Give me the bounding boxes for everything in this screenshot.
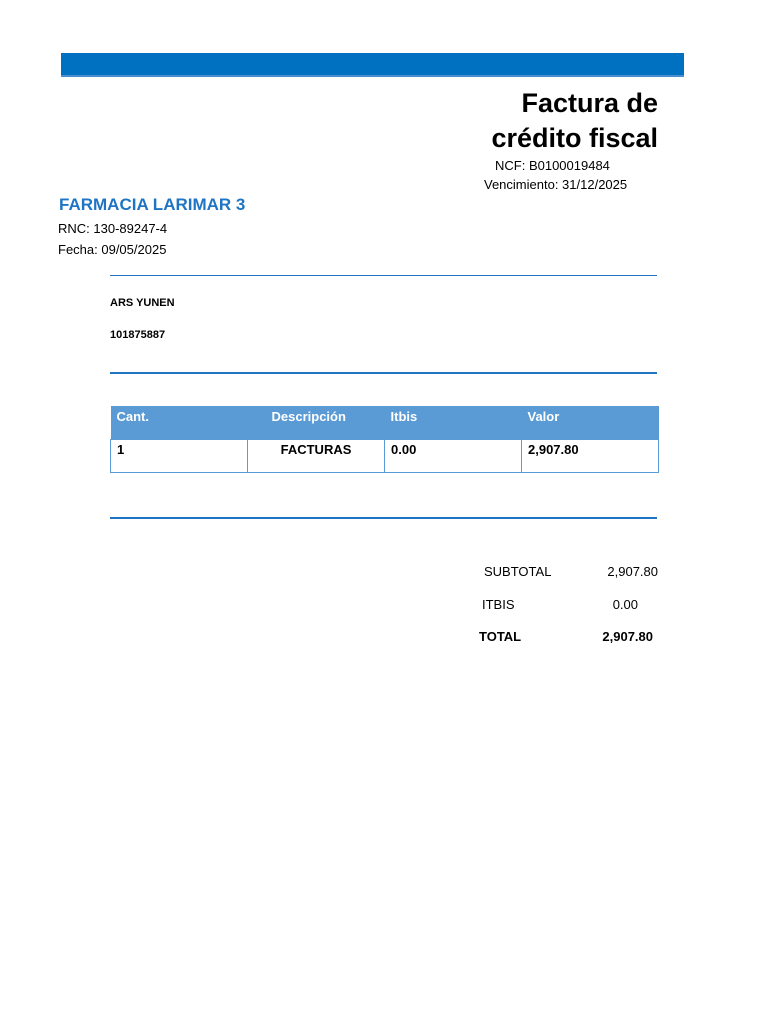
total-label: TOTAL bbox=[479, 629, 522, 644]
itbis-label: ITBIS bbox=[482, 597, 515, 612]
subtotal-value: 2,907.80 bbox=[607, 564, 658, 579]
items-table bbox=[110, 406, 659, 473]
client-name: ARS YUNEN bbox=[110, 297, 175, 309]
itbis-value: 0.00 bbox=[612, 597, 638, 612]
company-name: FARMACIA LARIMAR 3 bbox=[59, 195, 246, 214]
cell-cant: 1 bbox=[111, 439, 248, 472]
title-line-2: crédito fiscal bbox=[491, 123, 658, 153]
company-rnc: RNC: 130-89247-4 bbox=[58, 221, 168, 236]
title-line-1: Factura de bbox=[521, 88, 658, 118]
column-header-valor: Valor bbox=[522, 406, 659, 439]
cell-descripcion: FACTURAS bbox=[248, 439, 385, 472]
client-id: 101875887 bbox=[110, 329, 166, 341]
ncf-number: NCF: B0100019484 bbox=[495, 158, 610, 173]
table-header-row bbox=[111, 406, 659, 439]
column-header-cant: Cant. bbox=[111, 406, 248, 439]
document-title bbox=[398, 86, 658, 156]
cell-itbis: 0.00 bbox=[385, 439, 522, 472]
cell-valor: 2,907.80 bbox=[522, 439, 659, 472]
divider bbox=[110, 517, 657, 519]
invoice-date: Fecha: 09/05/2025 bbox=[58, 242, 167, 257]
divider bbox=[110, 275, 657, 276]
total-value: 2,907.80 bbox=[602, 629, 653, 644]
expiration-date: Vencimiento: 31/12/2025 bbox=[484, 177, 628, 192]
table-row bbox=[111, 439, 659, 472]
divider bbox=[110, 372, 657, 374]
column-header-itbis: Itbis bbox=[385, 406, 522, 439]
column-header-descripcion: Descripción bbox=[248, 406, 385, 439]
header-bar bbox=[61, 53, 684, 77]
subtotal-label: SUBTOTAL bbox=[484, 564, 552, 579]
